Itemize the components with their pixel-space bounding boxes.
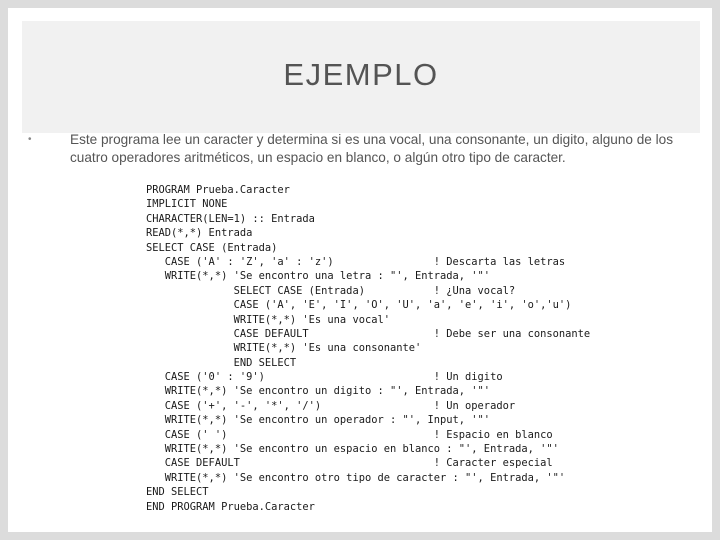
slide (8, 8, 712, 532)
code-line: SELECT CASE (Entrada) (146, 241, 278, 254)
slide-title: EJEMPLO (283, 57, 439, 92)
code-line: CASE (' ') ! Espacio en blanco (146, 428, 553, 441)
code-line: CASE DEFAULT ! Debe ser una consonante (146, 327, 591, 340)
code-line: WRITE(*,*) 'Se encontro un digito : "', Entrada, '"' (146, 385, 491, 398)
code-line: READ(*,*) Entrada (146, 227, 253, 240)
code-line: IMPLICIT NONE (146, 198, 228, 211)
code-line: CASE ('A' : 'Z', 'a' : 'z') ! Descarta las letras (146, 255, 566, 268)
code-line: END PROGRAM Prueba.Caracter (146, 500, 315, 513)
code-line: PROGRAM Prueba.Caracter (146, 184, 290, 196)
code-line: WRITE(*,*) 'Se encontro un espacio en blanco : "', Entrada, '"' (146, 443, 559, 456)
code-line: WRITE(*,*) 'Es una consonante' (146, 342, 422, 355)
code-line: WRITE(*,*) 'Se encontro otro tipo de caracter : "', Entrada, '"' (146, 471, 566, 484)
bullet-marker: • (28, 134, 32, 145)
code-line: END SELECT (146, 356, 297, 369)
code-line: CHARACTER(LEN=1) :: Entrada (146, 212, 315, 225)
code-line: WRITE(*,*) 'Se encontro una letra : "', Entrada, '"' (146, 270, 491, 283)
code-line: CASE ('0' : '9') ! Un digito (146, 371, 503, 384)
title-box (22, 21, 700, 133)
code-line: WRITE(*,*) 'Es una vocal' (146, 313, 390, 326)
code-line: WRITE(*,*) 'Se encontro un operador : "', Input, '"' (146, 414, 491, 427)
code-line: CASE ('+', '-', '*', '/') ! Un operador (146, 399, 516, 412)
code-block (146, 183, 590, 514)
bullet-text: Este programa lee un caracter y determina si es una vocal, una consonante, un digito, alguno de los cuatro operadores aritméticos, un espacio en blanco, o algún otro tipo de caracter. (70, 132, 674, 165)
code-line: CASE ('A', 'E', 'I', 'O', 'U', 'a', 'e', 'i', 'o','u') (146, 299, 572, 312)
code-line: END SELECT (146, 486, 209, 499)
code-line: CASE DEFAULT ! Caracter especial (146, 457, 553, 470)
code-line: SELECT CASE (Entrada) ! ¿Una vocal? (146, 284, 516, 297)
